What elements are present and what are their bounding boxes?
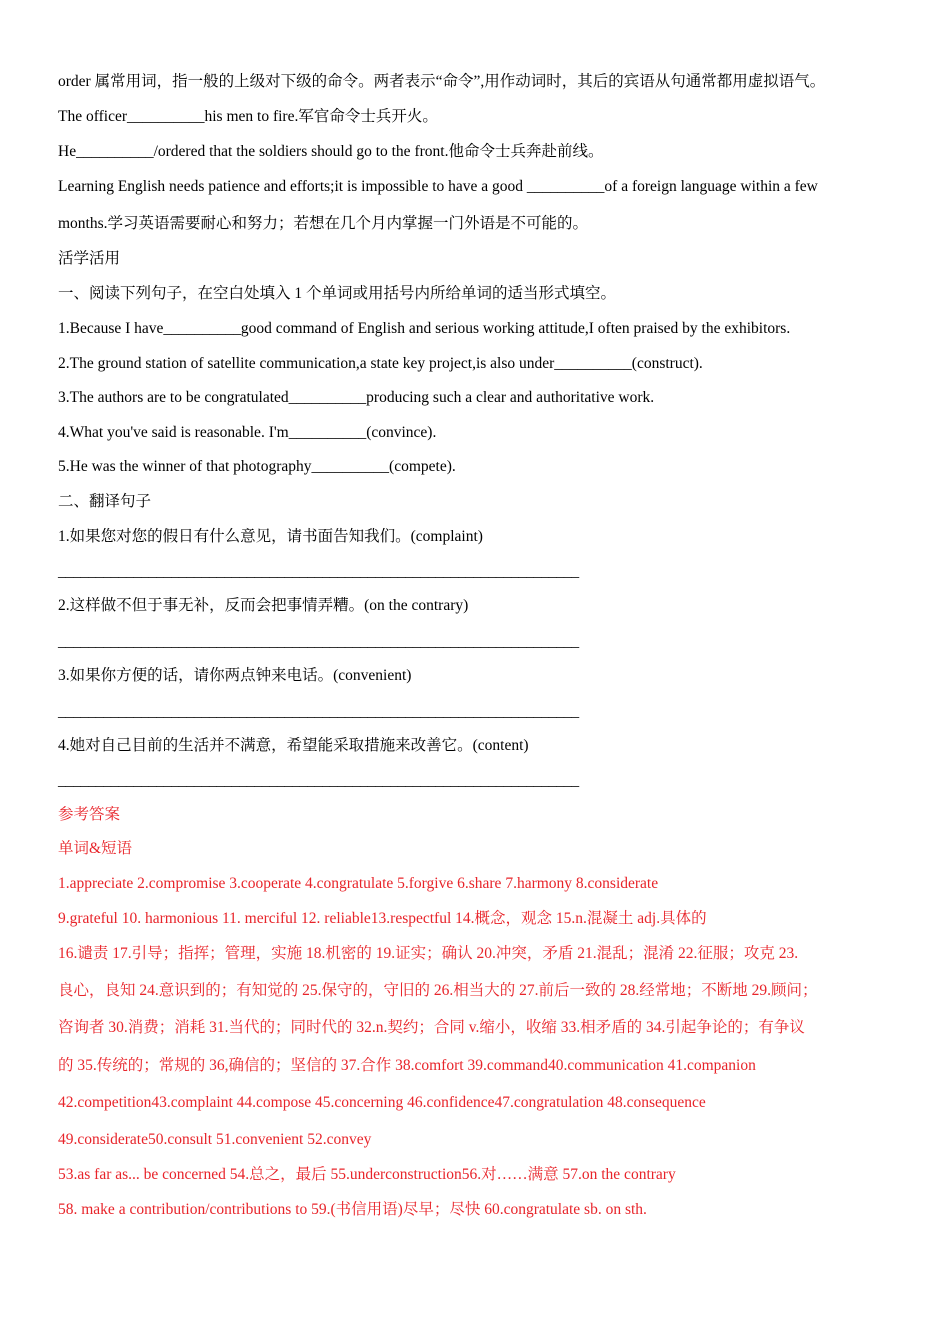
fill-item-4: 4.What you've said is reasonable. I'm__________(convince).	[58, 424, 437, 441]
example-sentence-1: The officer__________his men to fire.军官命令士兵开火。	[58, 108, 438, 125]
section1-title: 一、阅读下列句子，在空白处填入 1 个单词或用括号内所给单词的适当形式填空。	[58, 285, 617, 302]
answer-line: 良心，良知 24.意识到的；有知觉的 25.保守的，守旧的 26.相当大的 27.前后一致的 28.经常地；不断地 29.顾问；	[58, 982, 818, 999]
section2-title: 二、翻译句子	[58, 493, 152, 510]
example-sentence-3b: months.学习英语需要耐心和努力；若想在几个月内掌握一门外语是不可能的。	[58, 215, 589, 232]
answer-line-3: _____________________________________________________________________	[58, 703, 579, 720]
order-usage-note: order 属常用词，指一般的上级对下级的命令。两者表示“命令”,用作动词时，其后的宾语从句通常都用虚拟语气。	[58, 73, 826, 90]
answer-line-1: _____________________________________________________________________	[58, 563, 579, 580]
fill-item-3: 3.The authors are to be congratulated__________producing such a clear and authoritative work.	[58, 389, 655, 406]
fill-item-5: 5.He was the winner of that photography__________(compete).	[58, 458, 456, 475]
answers-subheading: 单词&短语	[58, 840, 133, 857]
answer-line: 58. make a contribution/contributions to 59.(书信用语)尽早；尽快 60.congratulate sb. on sth.	[58, 1201, 647, 1218]
translate-item-3: 3.如果你方便的话，请你两点钟来电话。(convenient)	[58, 667, 412, 684]
translate-item-4: 4.她对自己目前的生活并不满意，希望能采取措施来改善它。(content)	[58, 737, 529, 754]
translate-item-1: 1.如果您对您的假日有什么意见，请书面告知我们。(complaint)	[58, 528, 483, 545]
fill-item-2: 2.The ground station of satellite communication,a state key project,is also under__________(construct).	[58, 355, 703, 372]
practice-heading: 活学活用	[58, 250, 121, 267]
answer-line-2: _____________________________________________________________________	[58, 633, 579, 650]
answer-line: 53.as far as... be concerned 54.总之，最后 55.underconstruction56.对……满意 57.on the contrary	[58, 1166, 676, 1183]
fill-item-1: 1.Because I have__________good command of English and serious working attitude,I often praised by the exhibitors.	[58, 320, 791, 337]
answer-line: 42.competition43.complaint 44.compose 45.concerning 46.confidence47.congratulation 48.consequence	[58, 1094, 706, 1111]
answer-line: 49.considerate50.consult 51.convenient 52.convey	[58, 1131, 372, 1148]
answer-line: 咨询者 30.消费；消耗 31.当代的；同时代的 32.n.契约；合同 v.缩小，收缩 33.相矛盾的 34.引起争论的；有争议	[58, 1019, 805, 1036]
answer-line: 1.appreciate 2.compromise 3.cooperate 4.congratulate 5.forgive 6.share 7.harmony 8.considerate	[58, 875, 659, 892]
answers-heading: 参考答案	[58, 806, 121, 823]
answer-line: 的 35.传统的；常规的 36,确信的；坚信的 37.合作 38.comfort 39.command40.communication 41.companion	[58, 1057, 756, 1074]
answer-line-4: _____________________________________________________________________	[58, 772, 579, 789]
answer-line: 16.谴责 17.引导；指挥；管理，实施 18.机密的 19.证实；确认 20.冲突，矛盾 21.混乱；混淆 22.征服；攻克 23.	[58, 945, 799, 962]
translate-item-2: 2.这样做不但于事无补，反而会把事情弄糟。(on the contrary)	[58, 597, 469, 614]
example-sentence-3a: Learning English needs patience and efforts;it is impossible to have a good __________of a foreign language within a few	[58, 178, 818, 195]
answer-line: 9.grateful 10. harmonious 11. merciful 12. reliable13.respectful 14.概念，观念 15.n.混凝土 adj.具体的	[58, 910, 707, 927]
example-sentence-2: He__________/ordered that the soldiers should go to the front.他命令士兵奔赴前线。	[58, 143, 604, 160]
